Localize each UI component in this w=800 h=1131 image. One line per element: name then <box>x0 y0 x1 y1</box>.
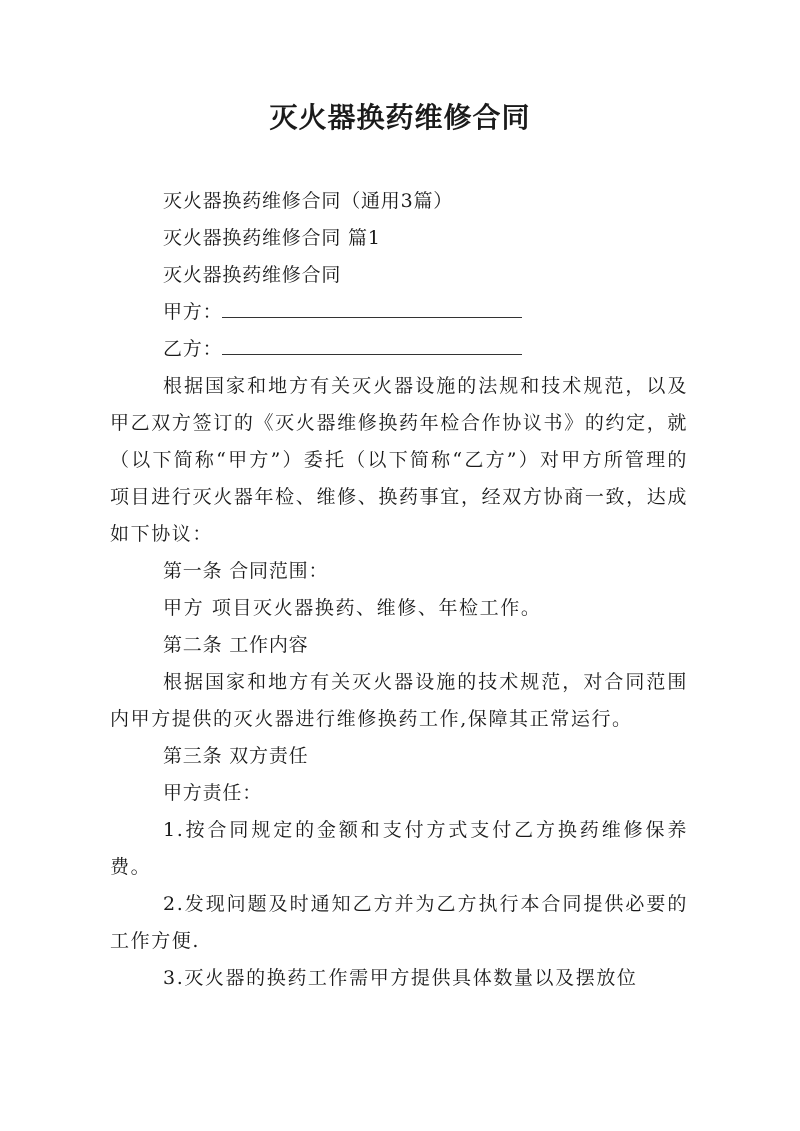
party-a-line <box>110 294 688 331</box>
document-title: 灭火器换药维修合同 <box>269 101 531 134</box>
document-body <box>110 183 688 997</box>
party-b-line <box>110 331 688 368</box>
party-b-label: 乙方： <box>163 338 223 360</box>
article-1-title: 第一条 合同范围： <box>163 560 329 582</box>
party-b-blank <box>222 340 522 355</box>
duty-item-1: 1.按合同规定的金额和支付方式支付乙方换药维修保养费。 <box>110 819 688 878</box>
party-a-blank <box>222 303 522 318</box>
contract-heading: 灭火器换药维修合同 <box>163 264 342 286</box>
section-heading: 灭火器换药维修合同 篇1 <box>163 227 381 249</box>
party-a-label: 甲方： <box>163 301 223 323</box>
duty-item-2: 2.发现问题及时通知乙方并为乙方执行本合同提供必要的工作方便. <box>110 893 688 952</box>
article-1-body: 甲方 项目灭火器换药、维修、年检工作。 <box>163 597 542 619</box>
party-a-duty-heading: 甲方责任： <box>163 782 263 804</box>
article-2-body: 根据国家和地方有关灭火器设施的技术规范，对合同范围内甲方提供的灭火器进行维修换药工作,保障其正常运行。 <box>110 671 688 730</box>
heading-line: 灭火器换药维修合同（通用3篇） <box>163 190 454 212</box>
intro-paragraph: 根据国家和地方有关灭火器设施的法规和技术规范，以及甲乙双方签订的《灭火器维修换药年检合作协议书》的约定，就（以下简称“甲方”）委托（以下简称“乙方”）对甲方所管理的 项目进行灭火器年检、维修、换药事宜，经双方协商一致，达成如下协议： <box>110 375 688 545</box>
article-3-title: 第三条 双方责任 <box>163 745 309 767</box>
article-2-title: 第二条 工作内容 <box>163 634 309 656</box>
duty-item-3: 3.灭火器的换药工作需甲方提供具体数量以及摆放位 <box>163 967 638 989</box>
